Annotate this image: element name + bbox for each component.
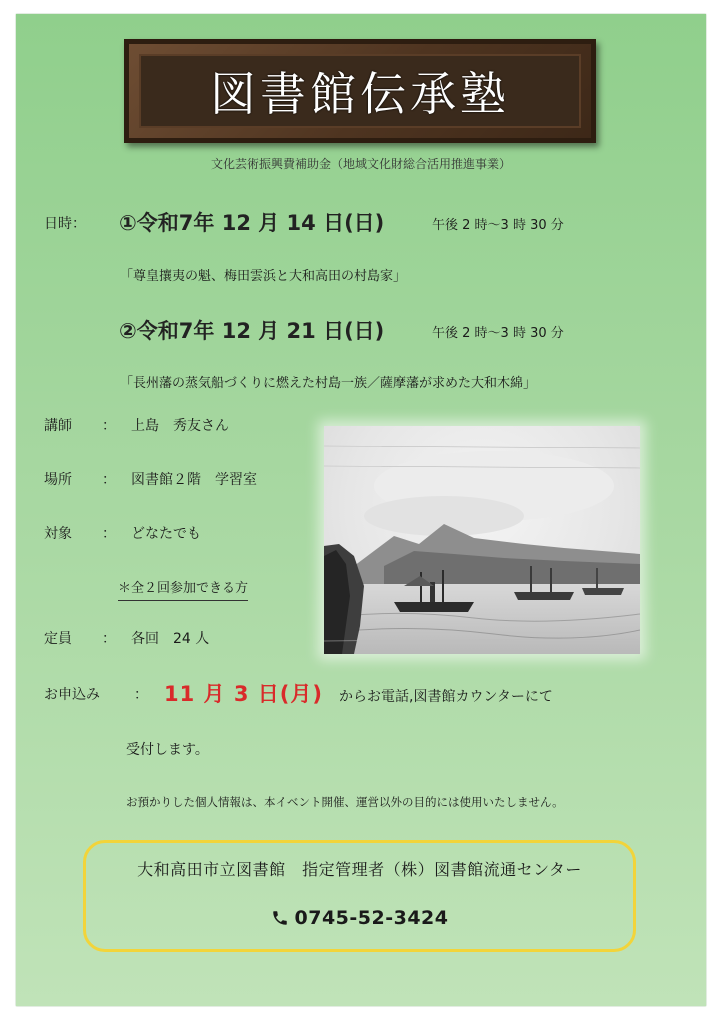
- subtitle: 文化芸術振興費補助金（地域文化財総合活用推進事業）: [210, 157, 511, 171]
- lecturer-name: 上島 秀友さん: [131, 418, 229, 434]
- participation-note: ＊全２回参加できる方: [118, 577, 248, 601]
- capacity-label: 定員: [44, 631, 72, 647]
- application-method: からお電話,図書館カウンターにて: [339, 689, 553, 705]
- session-1-date: ①令和7年 12 月 14 日(日): [119, 211, 385, 235]
- privacy-notice: お預かりした個人情報は、本イベント開催、運営以外の目的には使用いたしません。: [126, 795, 564, 809]
- page-title: 図書館伝承塾: [210, 67, 510, 121]
- session-2-topic: 「長州藩の蒸気船づくりに燃えた村島一族／薩摩藩が求めた大和木綿」: [120, 376, 537, 391]
- place-value: 図書館２階 学習室: [131, 472, 257, 488]
- application-label: お申込み: [44, 687, 100, 703]
- contact-box: [83, 840, 636, 952]
- place-colon: ：: [102, 472, 116, 488]
- lecturer-colon: ：: [102, 418, 116, 434]
- place-label: 場所: [44, 472, 72, 488]
- target-label: 対象: [44, 526, 72, 542]
- phone-icon: [271, 909, 289, 932]
- contact-phone-line: [86, 907, 633, 932]
- session-2-date: ②令和7年 12 月 21 日(日): [119, 319, 385, 343]
- session-1-time: 午後 2 時～3 時 30 分: [432, 218, 564, 233]
- capacity-colon: ：: [102, 631, 116, 647]
- steamship-illustration: [324, 426, 640, 654]
- application-accept: 受付します。: [126, 742, 209, 758]
- flyer: [16, 14, 706, 1006]
- application-colon: ：: [134, 687, 148, 703]
- contact-phone-number[interactable]: 0745-52-3424: [294, 907, 449, 929]
- steamship-illustration-drawing: [324, 426, 640, 654]
- target-value: どなたでも: [131, 526, 201, 542]
- lecturer-label: 講師: [44, 418, 72, 434]
- target-colon: ：: [102, 526, 116, 542]
- capacity-value: 各回 24 人: [131, 631, 210, 647]
- application-start-date: 11 月 3 日(月): [164, 682, 323, 706]
- title-board: [124, 39, 596, 143]
- title-plate: [139, 54, 581, 128]
- session-2-time: 午後 2 時～3 時 30 分: [432, 326, 564, 341]
- session-1-topic: 「尊皇攘夷の魁、梅田雲浜と大和高田の村島家」: [120, 269, 407, 284]
- schedule-label: 日時：: [44, 216, 86, 232]
- contact-organization: 大和高田市立図書館 指定管理者（株）図書館流通センター: [137, 860, 582, 879]
